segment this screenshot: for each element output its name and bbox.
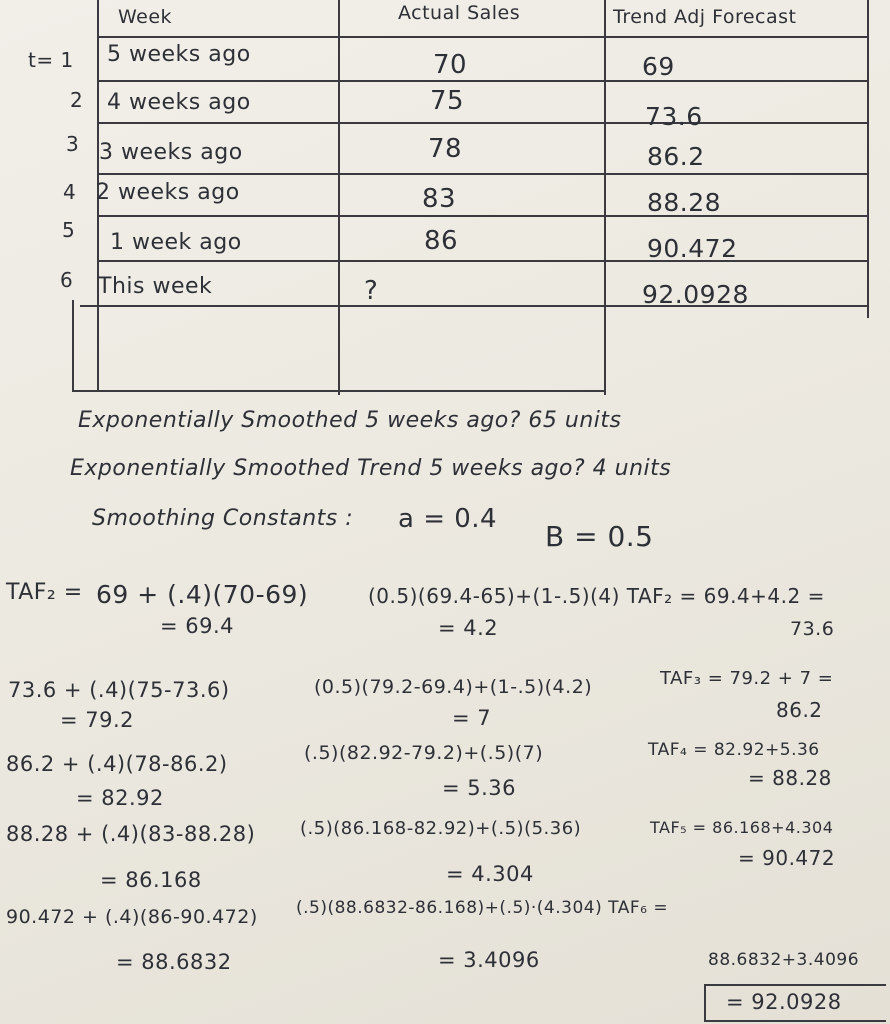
calc-taf-1-result: 73.6 (790, 618, 835, 640)
actual-cell: 86 (424, 226, 459, 256)
actual-cell: 78 (428, 134, 463, 164)
calc-taf-5: 88.6832+3.4096 (708, 950, 860, 970)
row-rule (97, 80, 867, 82)
actual-cell: 75 (430, 86, 465, 116)
calc-smoothed-2-result: = 79.2 (60, 708, 135, 732)
note-exp-smoothed-trend: Exponentially Smoothed Trend 5 weeks ago? 4 units (70, 456, 672, 481)
header-rule (97, 36, 867, 38)
calc-trend-4: (.5)(86.168-82.92)+(.5)(5.36) (300, 818, 582, 839)
calc-smoothed-1: 69 + (.4)(70-69) (96, 580, 309, 609)
actual-cell: 70 (433, 50, 468, 80)
week-cell: 4 weeks ago (107, 90, 251, 115)
calc-trend-5: (.5)(88.6832-86.168)+(.5)·(4.304) TAF₆ = (296, 898, 669, 918)
alpha-value: a = 0.4 (398, 504, 498, 534)
week-cell: 5 weeks ago (107, 42, 251, 67)
row-index: 5 (62, 218, 76, 242)
calc-taf-3: TAF₄ = 82.92+5.36 (648, 740, 820, 760)
actual-cell: ? (364, 276, 379, 306)
calc-smoothed-2: 73.6 + (.4)(75-73.6) (8, 678, 230, 702)
calc-trend-1: (0.5)(69.4-65)+(1-.5)(4) TAF₂ = 69.4+4.2 = (368, 584, 825, 608)
forecast-cell: 69 (642, 52, 675, 81)
column-divider-1 (338, 0, 340, 395)
calc-taf-4: TAF₅ = 86.168+4.304 (650, 818, 834, 837)
row-index: 4 (63, 180, 77, 204)
row-rule (80, 305, 867, 307)
taf2-label: TAF₂ = (6, 580, 83, 605)
calc-trend-3: (.5)(82.92-79.2)+(.5)(7) (304, 742, 544, 764)
forecast-cell: 92.0928 (642, 280, 749, 309)
beta-value: B = 0.5 (545, 520, 654, 553)
header-week: Week (118, 6, 173, 28)
row-index: 2 (70, 88, 84, 112)
row-rule (97, 215, 867, 217)
forecast-cell: 86.2 (647, 142, 705, 171)
calc-trend-5-result: = 3.4096 (438, 948, 540, 972)
calc-taf-3-result: = 88.28 (748, 766, 832, 790)
row-index: t= 1 (28, 48, 74, 72)
note-smoothing-label: Smoothing Constants : (92, 506, 354, 531)
calc-trend-3-result: = 5.36 (442, 776, 517, 800)
row-rule (97, 122, 867, 124)
calc-trend-2: (0.5)(79.2-69.4)+(1-.5)(4.2) (314, 676, 593, 698)
calc-trend-4-result: = 4.304 (446, 862, 534, 886)
calc-smoothed-3-result: = 82.92 (76, 786, 164, 810)
calc-smoothed-4: 88.28 + (.4)(83-88.28) (6, 822, 256, 846)
row-rule (97, 173, 867, 175)
calc-trend-2-result: = 7 (452, 706, 492, 730)
calc-taf-4-result: = 90.472 (738, 846, 836, 870)
header-actual-sales: Actual Sales (398, 2, 521, 24)
week-cell: 3 weeks ago (99, 140, 243, 165)
table-left-inner-border (72, 300, 74, 390)
final-answer: = 92.0928 (726, 990, 842, 1014)
calc-trend-1-result: = 4.2 (438, 616, 499, 640)
header-forecast: Trend Adj Forecast (613, 6, 797, 28)
column-divider-2 (604, 0, 606, 395)
final-answer-box (704, 984, 886, 1022)
row-index: 3 (66, 132, 80, 156)
calc-smoothed-5: 90.472 + (.4)(86-90.472) (6, 906, 258, 928)
table-bottom-rule (72, 390, 606, 392)
forecast-cell: 90.472 (647, 234, 738, 263)
calc-smoothed-1-result: = 69.4 (160, 614, 235, 638)
row-rule (97, 260, 867, 262)
row-index: 6 (60, 268, 74, 292)
calc-smoothed-4-result: = 86.168 (100, 868, 202, 892)
calc-smoothed-3: 86.2 + (.4)(78-86.2) (6, 752, 228, 776)
calc-smoothed-5-result: = 88.6832 (116, 950, 232, 974)
week-cell: 2 weeks ago (96, 180, 240, 205)
table-right-border (867, 0, 869, 318)
calc-taf-2: TAF₃ = 79.2 + 7 = (660, 668, 834, 689)
actual-cell: 83 (422, 184, 457, 214)
week-cell: This week (98, 274, 213, 299)
note-exp-smoothed: Exponentially Smoothed 5 weeks ago? 65 units (78, 408, 622, 433)
calc-taf-2-result: 86.2 (776, 698, 823, 722)
week-cell: 1 week ago (110, 230, 242, 255)
forecast-cell: 73.6 (645, 102, 703, 131)
forecast-cell: 88.28 (647, 188, 722, 217)
